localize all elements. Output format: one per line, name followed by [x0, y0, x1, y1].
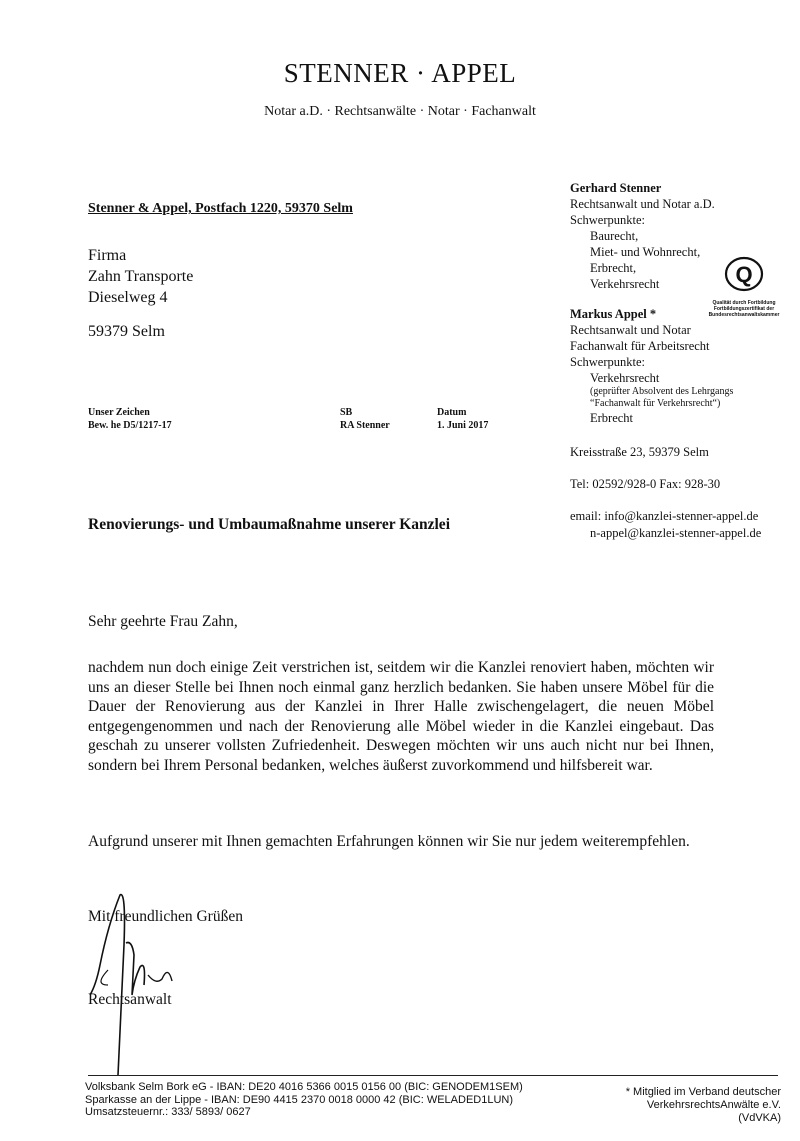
recipient-line-company-type: Firma	[88, 247, 127, 264]
handwritten-signature	[88, 885, 198, 1080]
closing: Mit freundlichen Grüßen	[88, 908, 243, 925]
partner-focus-item: Verkehrsrecht	[590, 277, 660, 291]
membership-line-1: * Mitglied im Verband deutscher	[625, 1086, 781, 1098]
paragraph-text: Aufgrund unserer mit Ihnen gemachten Erfahrungen können wir Sie nur jedem weiterempfehlen.	[88, 833, 690, 850]
return-address: Stenner & Appel, Postfach 1220, 59370 Selm	[88, 201, 353, 216]
salutation: Sehr geehrte Frau Zahn,	[88, 613, 238, 630]
our-reference-label: Unser Zeichen	[88, 407, 150, 418]
partner-focus-item: Baurecht,	[590, 229, 639, 243]
office-email-2: n-appel@kanzlei-stenner-appel.de	[590, 526, 762, 540]
recipient-address	[88, 245, 193, 308]
partner-name: Gerhard Stenner	[570, 181, 662, 195]
office-address: Kreisstraße 23, 59379 Selm	[570, 445, 709, 459]
partner-title: Rechtsanwalt und Notar	[570, 323, 691, 337]
recipient-city: 59379 Selm	[88, 323, 165, 340]
footer-bank-info	[85, 1081, 523, 1119]
partner-focus-item: Erbrecht	[590, 411, 634, 425]
firm-name: STENNER · APPEL	[283, 58, 517, 88]
quality-letter: Q	[735, 262, 753, 287]
date-reference	[437, 406, 488, 432]
partner-title: Rechtsanwalt und Notar a.D.	[570, 197, 715, 211]
date-value: 1. Juni 2017	[437, 420, 489, 431]
firm-subtitle: Notar a.D. · Rechtsanwälte · Notar · Fachanwalt	[264, 104, 536, 119]
quality-caption-3: Bundesrechtsanwaltskammer	[708, 312, 780, 318]
tax-number: Umsatzsteuernr.: 333/ 5893/ 0627	[85, 1106, 251, 1118]
our-reference-value: Bew. he D5/1217-17	[88, 420, 172, 431]
sidebar-partner-stenner	[570, 180, 715, 292]
office-email-1: email: info@kanzlei-stenner-appel.de	[570, 509, 759, 523]
bank-line-1: Volksbank Selm Bork eG - IBAN: DE20 4016 5366 0015 0156 00 (BIC: GENODEM1SEM)	[85, 1081, 523, 1093]
footer-divider	[88, 1075, 778, 1076]
sb-reference	[340, 406, 390, 432]
date-label: Datum	[437, 407, 467, 418]
partner-focus-item: Miet- und Wohnrecht,	[590, 245, 701, 259]
office-phone: Tel: 02592/928-0 Fax: 928-30	[570, 477, 721, 491]
footer-membership	[605, 1086, 781, 1125]
partner-name: Markus Appel *	[570, 307, 657, 321]
signer-title: Rechtsanwalt	[88, 991, 172, 1008]
quality-caption-1: Qualität durch Fortbildung	[712, 300, 776, 306]
partner-focus-label: Schwerpunkte:	[570, 213, 645, 227]
body-paragraph-2	[88, 832, 714, 852]
partner-focus-note: “Fachanwalt für Verkehrsrecht“)	[590, 398, 721, 409]
partner-focus-label: Schwerpunkte:	[570, 355, 645, 369]
sb-value: RA Stenner	[340, 420, 390, 431]
partner-focus-note: (geprüfter Absolvent des Lehrgangs	[590, 386, 734, 397]
paragraph-text: nachdem nun doch einige Zeit verstrichen ist, seitdem wir die Kanzlei renoviert haben, möchten wir uns an dieser Stelle bei Ihnen noch einmal ganz herzlich bedanken. Sie haben unsere Möbel für die Dauer der Renovierung aus der Kanzlei in Ihrer Halle zwischengelagert, die neuen Möbel entgegengenommen und nach der Renovierung alle Möbel wieder in die Kanzlei eingebaut. Das geschah zu unserer vollsten Zufriedenheit. Deswegen möchten wir uns auch nicht nur bei Ihnen, sondern bei Ihrem Personal bedanken, welches äußerst zuvorkommend und hilfsbereit war.	[88, 659, 714, 774]
partner-focus-item: Erbrecht,	[590, 261, 637, 275]
quality-caption-2: Fortbildungszertifikat der	[713, 306, 775, 312]
quality-q-icon	[722, 255, 766, 295]
letter-subject: Renovierungs- und Umbaumaßnahme unserer Kanzlei	[88, 516, 450, 533]
recipient-line-company: Zahn Transporte	[88, 268, 194, 285]
sidebar-partner-appel	[570, 306, 733, 426]
recipient-line-street: Dieselweg 4	[88, 289, 168, 306]
membership-line-2: VerkehrsrechtsAnwälte e.V. (VdVKA)	[646, 1099, 781, 1124]
bank-line-2: Sparkasse an der Lippe - IBAN: DE90 4415 2370 0018 0000 42 (BIC: WELADED1LUN)	[85, 1093, 514, 1106]
sb-label: SB	[340, 407, 353, 418]
our-reference	[88, 406, 172, 432]
partner-title: Fachanwalt für Arbeitsrecht	[570, 339, 710, 353]
body-paragraph-1	[88, 658, 714, 775]
partner-focus-item: Verkehrsrecht	[590, 371, 660, 385]
